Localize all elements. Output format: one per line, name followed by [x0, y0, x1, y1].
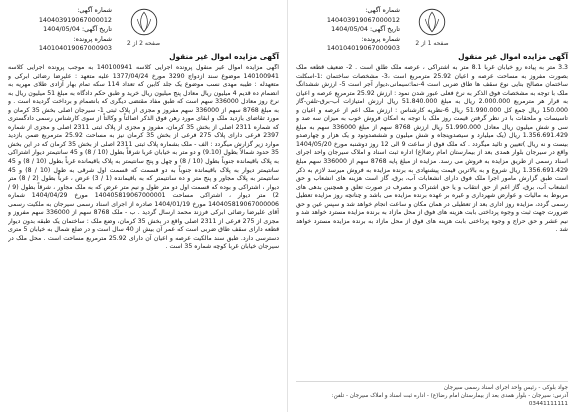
notice-footer [296, 381, 568, 408]
footer-signer: جواد بلوکی - رئیس واحد اجرای اسناد رسمی سیرجان [443, 385, 568, 391]
case-number: شماره پرونده: 140104019067000903 [326, 34, 400, 53]
notice-meta [8, 6, 112, 54]
page-header [8, 6, 279, 53]
page-number: صفحه 1 از 2 [415, 40, 449, 47]
page-1 [288, 0, 576, 412]
notice-meta [296, 6, 400, 54]
footer-address: آدرس: سیرجان - بلوار همدی بعد از بیمارستان امام رضا(ع) - اداره ثبت اسناد و املاک سیرجان - تلفن: 03441111111 [331, 393, 568, 407]
page-2 [0, 0, 288, 412]
notice-title: آگهی مزایده اموال غیر منقول [458, 52, 568, 61]
case-number: شماره پرونده: 140104019067000903 [38, 34, 112, 53]
notice-date: تاریخ آگهی: 1404/05/04 [331, 25, 400, 34]
page-header [296, 6, 568, 53]
notice-number: شماره آگهی: 140403919067000012 [326, 6, 400, 24]
notice-body: 3.3 متر به پیاده رو خیابان غربا 8.1 متر به اشتراکی ، عرصه ملک طلق است . 2- ضعیف قطعه ملک بصورت مفروز به مساحت عرصه و اعیان 25.92 مترمربع است ،3- مشخصات ساختمان :1-اسکلت ساختمان مصالح بنایی نوع سقف ها طاق ضربی است 4-نما:سیمانی،دیوار آجر است 5- ارزش ششدانگ ملک با توجه به مشخصات فوق الذکر به نرخ فعلی عبور شدن نمود : ارزش 25.92 مترمربع عرصه و اعیان به قرار هر مترمربع 2.000.000 ریال به مبلغ 51.840.000 ریال ارزش امتیازات آب-برق-تلفن-گاز 150.000 ریال جمع کل 51.990.000 ریال 6-نظریه کارشناس : ارزش ملک اعم از عرصه و اعیان و تاسیسات و ملحقات با در نظر گرفتن قیمت روز ملک با توجه به امکان فروش خوب به میزان سه صد و سی و شش میلیون ریال معادل 51.990.000 ریال ارزش 8768 سهم از مبلغ 336000 سهم به مبلغ 1.356.691.429 ریال (یک میلیارد و سیصدوپنجاه و شش میلیون و ششصدونود و یک هزار و چهارصدو بیست و نه ریال )تعیین و تائید میگردد . که ملک فوق از ساعت 9 الی 12 روز دوشنبه مورخ 1404/05/20 واقع در سیرجان بلوار همدی بعد از بیمارستان امام رضا(ع) اداره ثبت اسناد و املاک سیرجان واحد اجرای اسناد رسمی از طریق مزایده به فروش می رسد. مزایده از مبلغ پایه 8768 سهم از 336000 سهم مبلغ 1.356.691.429 ریال شروع و به بالاترین قیمت پیشنهادی به برنده مزایده به فروش میرسد لازم به ذکر است طبق گزارش مامور اجرا ملک فوق دارای انشعابات آب، برق، گاز است هزینه های انشعاب و حق انشعاب آب، برق، گاز اعم از حق انتقاب و یا حق اشتراک و مصرف در صورت تعلق و همچنین بدهی های مربوط به مالیات و عوارض شهرداری و غیره بر عهده برنده مزایده می باشد و چنانچه روز مزایده تعطیل رسمی گردد، مزایده روز اداری بعد از تعطیلی در همان مکان و ساعت انجام خواهد شد و سپس عین و حق ضرورت جهت ثبت و وجوه پرداختی بابت هزینه های فوق از محل مازاد به برنده مزایده مسترد خواهد شد و نیم عشر و حق حراج و وجوه پرداختی بابت هزینه های فوق از محل مازاد به برنده مزایده مسترد خواهد شد . [296, 64, 568, 234]
notice-number: شماره آگهی: 140403919067000012 [38, 6, 112, 24]
emblem-icon [129, 7, 159, 37]
emblem-icon [417, 7, 447, 37]
page-number: صفحه 2 از 2 [126, 40, 161, 47]
notice-title: آگهی مزایده اموال غیر منقول [169, 52, 279, 61]
notice-date: تاریخ آگهی: 1404/05/04 [43, 25, 112, 34]
notice-body: آگهی مزایده اموال غیر منقول پرونده اجرایی کلاسه 140100941 به موجب پرونده اجرایی کلاسه 140100941 موضوع سند ازدواج 3290 مورخ 1377/04/24 علیه متعهد : علیرضا رضائی ابرکی و متعهدله : طیبه مهدی نسب موضوع یک جلد کابین که تعداد 114 سکه تمام بهار آزادی طلای مهریه به انضمام ده قدیم 4 میلیون ریال معادل پنج میلیون ریال خرید و طبق حکم دادگاه به مبلغ 51 میلیون ریال به نرخ روز معادل 336000 سهم است که طبق مفاد مقتضی دیگری که بانصمام و برداخت گردیده است . و به مبلغ 8768 سهم از 336000 سهم مفروز و مجزی از پلاک ثبتی 1- سیرجان اصلی بخش 35 کرمان و مورد تقاضای بازدید ملک و ابقای مورد رهن فوق الذکر اصالتاً و وکالتاً از سوی کارشناس رسمی دادگستری که شماره 2311 اصلی از بخش 35 کرمان، مفروز و مجزی از پلاک ثبتی 2311 اصلی و مجزی از شماره 2397 فرعی دارای پلاک 275 فرعی از بخش 35 کرمان نیز به مساحت 25.92 مترمربع ضمن بازدید موارد زیر گزارش میگردد : الف - ملک بشماره پلاک ثبتی 2311 اصلی از بخش 35 کرمان که در این بخش 35 حدود شمالاً بطول (9.10) و دو متر به خیابان غربا شرقاً بطول (10 / 8) و 45 سانتیمتر دیوار اشتراکی به پلاک باقیمانده جنوباً بطول (10 / 8) و چهل و پنج سانتیمتر به پلاک باقیمانده غرباً بطول (10 / 8) و 45 سانتیمتر دیوار به پلاک باقیمانده جنوباً به دو قسمت که قسمت اول شرقی به طول (10 / 8) و 45 سانتیمتر به پلاک مجاور و پنج متر و ده سانتیمتر که به باقیمانده (1 / 3) عرض ، غرباً بطول (2 / 8) متر دیوار ، اشتراکی و بوده که قسمت اول دو متر طول و نیم متر عرض که به ملک مجاور ، شرقاً بطول (9 / 2) متر دیوار ، اشتراکی مساحت 140405819067000001 مورخ 1404/04/29 شماره 140405819067000006 مورخ 1404/01/19 صادره از اجرای اسناد رسمی سیرجان به ملکیت رسمی آقای علیرضا رضائی ابرکی فرزند محمد ارسال گردید . ب - ملک 8768 سهم از 336000 سهم مفروز و مجزی از 275 فرعی از 2311 اصلی واقع در بخش 35 کرمان، وضع ملک : ساختمان یک طبقه بدون دیوار قطعه دارای سقف طاق ضربی است که عمر آن بیش از 40 سال است و در ضلع شمال به خیابان 5 متری دسترسی دارد. طبق سند مالکیت عرصه و اعیان آن دارای 25.92 مترمربع مساحت است . محل ملک در سیرجان خیابان غربا کوچه شماره 35 است . [8, 64, 279, 251]
